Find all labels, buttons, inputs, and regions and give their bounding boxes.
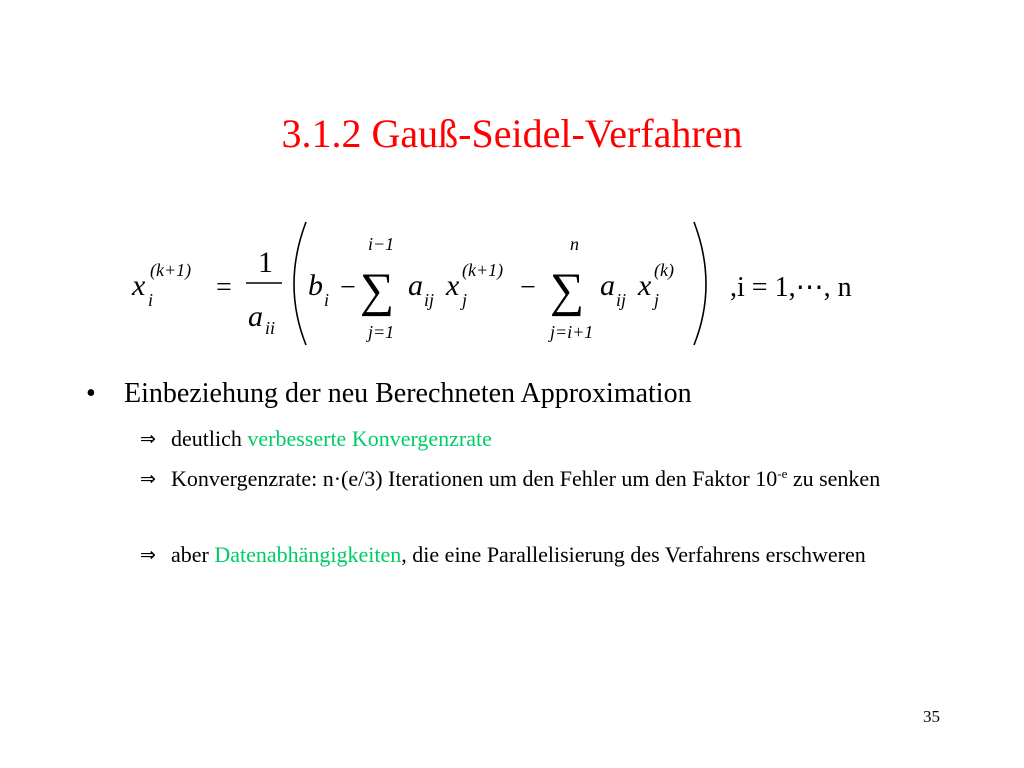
formula-lhs-x: x	[132, 269, 146, 302]
implies-arrow-icon: ⇒	[140, 428, 156, 450]
sub-bullet-2-text: Konvergenzrate: n·(e/3) Iterationen um den Fehler um den Faktor 10	[171, 466, 778, 491]
formula-lhs-sup: (k+1)	[150, 260, 192, 280]
bullet-main	[86, 376, 692, 412]
formula-equals: =	[216, 272, 232, 303]
formula-x2-sub: j	[654, 290, 660, 310]
sub-bullet-3-highlight: Datenabhängigkeiten	[214, 542, 402, 567]
formula-x1-sub: j	[462, 290, 468, 310]
sub-bullet-3-suffix: , die eine Parallelisierung des Verfahrens erschweren	[401, 542, 866, 567]
sub-bullet-1-prefix: deutlich	[171, 426, 248, 451]
formula-x1-sup: (k+1)	[462, 260, 504, 280]
formula-sum1-symbol: ∑	[360, 264, 395, 317]
formula-frac-num: 1	[258, 246, 273, 279]
gauss-seidel-formula	[110, 210, 900, 360]
bullet-main-text: Einbeziehung der neu Berechneten Approximation	[124, 378, 692, 409]
formula-x1: x	[446, 269, 460, 302]
formula-frac-den: a	[248, 300, 263, 333]
formula-a1-sub: ij	[424, 290, 435, 310]
formula-left-paren	[294, 222, 306, 345]
formula-right-paren	[694, 222, 706, 345]
formula-a2: a	[600, 269, 615, 302]
slide-title: 3.1.2 Gauß-Seidel-Verfahren	[281, 111, 743, 156]
formula-sum1-lower: j=1	[368, 322, 395, 342]
sub-bullet-3	[140, 540, 940, 570]
formula-sum2-upper: n	[570, 234, 579, 254]
sub-bullet-3-prefix: aber	[171, 542, 215, 567]
formula-minus-1: −	[340, 272, 356, 303]
formula-minus-2: −	[520, 272, 536, 303]
sub-bullet-2-suffix: zu senken	[787, 466, 881, 491]
formula-b: b	[308, 269, 323, 302]
formula-a2-sub: ij	[616, 290, 627, 310]
formula-x2-sup: (k)	[654, 260, 674, 280]
sub-bullet-2	[140, 464, 940, 494]
formula-sum1-upper: i−1	[368, 234, 395, 254]
implies-arrow-icon: ⇒	[140, 544, 156, 566]
formula-b-sub: i	[324, 290, 330, 310]
page-number: 35	[923, 707, 940, 726]
formula-frac-den-sub: ii	[265, 318, 276, 338]
bullet-dot-icon: •	[86, 378, 96, 409]
sub-bullet-2-exponent: -e	[777, 466, 788, 481]
sub-bullet-1	[140, 424, 940, 454]
formula-sum2-lower: j=i+1	[550, 322, 594, 342]
formula-a1: a	[408, 269, 423, 302]
sub-bullet-1-highlight: verbesserte Konvergenzrate	[247, 426, 492, 451]
formula-tail: ,i = 1,⋯, n	[730, 272, 852, 303]
formula-x2: x	[638, 269, 652, 302]
formula-sum2-symbol: ∑	[550, 264, 585, 317]
formula-lhs-sub: i	[148, 290, 154, 310]
implies-arrow-icon: ⇒	[140, 468, 156, 490]
